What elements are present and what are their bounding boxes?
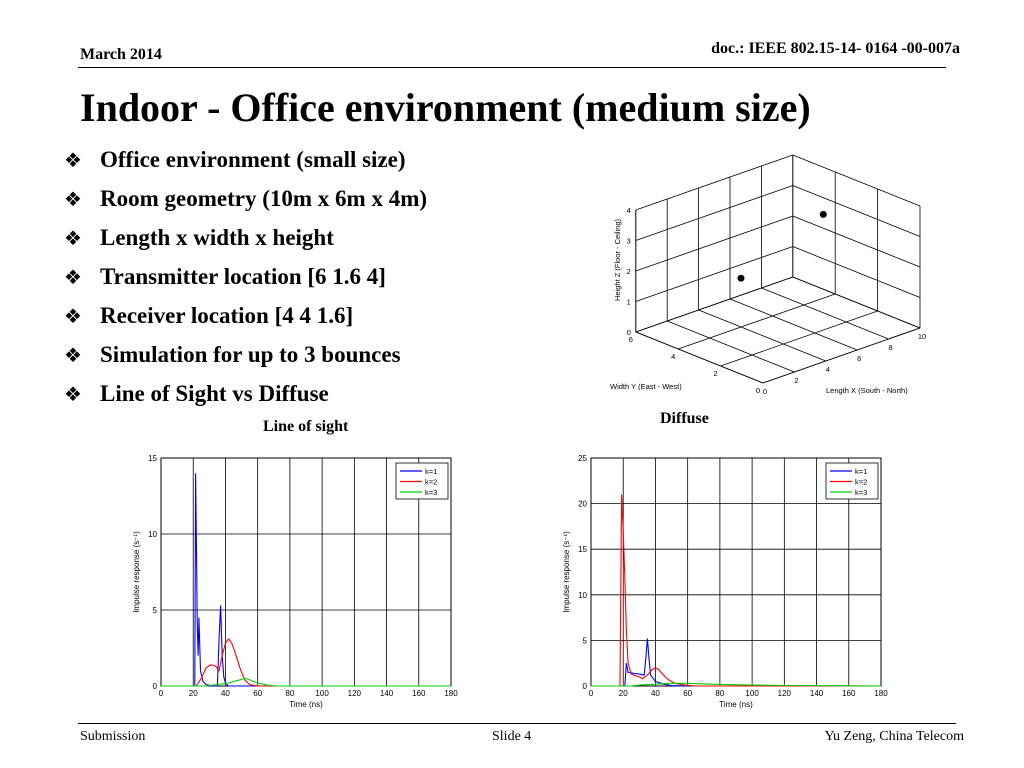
y-tick-label: 10 <box>148 530 157 539</box>
diamond-bullet-icon: ❖ <box>64 303 82 328</box>
side-wall-grid-line <box>793 186 920 237</box>
x-tick-label: 140 <box>379 689 394 698</box>
bullet-text: Length x width x height <box>100 224 334 250</box>
z-axis-label: Height Z (Floor - Ceiling) <box>613 218 622 302</box>
x-tick-label: 8 <box>888 343 893 352</box>
legend-label: k=3 <box>855 488 868 497</box>
diamond-bullet-icon: ❖ <box>64 381 82 406</box>
z-tick-label: 2 <box>626 267 631 276</box>
footer-divider <box>78 723 956 724</box>
y-tick-label: 25 <box>578 454 587 463</box>
x-tick-label: 4 <box>825 365 830 374</box>
bullet-item <box>64 374 427 413</box>
bullet-item <box>64 257 427 296</box>
back-wall-grid-line <box>636 216 793 271</box>
diamond-bullet-icon: ❖ <box>64 225 82 250</box>
x-tick-label: 180 <box>874 689 888 698</box>
y-tick-label: 20 <box>578 499 587 509</box>
location-point <box>820 211 827 218</box>
bullet-item <box>64 218 427 257</box>
diamond-bullet-icon: ❖ <box>64 264 82 289</box>
room-3d-plot <box>600 150 940 400</box>
legend-label: k=3 <box>425 488 438 497</box>
x-tick-label: 0 <box>158 689 164 698</box>
back-wall-grid-line <box>636 186 793 241</box>
x-tick-label: 160 <box>842 689 856 698</box>
y-tick-label: 0 <box>152 682 157 691</box>
location-point <box>738 275 745 282</box>
x-axis-label: Time (ns) <box>289 700 323 709</box>
x-axis-line <box>763 328 920 383</box>
legend-label: k=1 <box>855 467 868 476</box>
x-tick-label: 80 <box>715 689 725 698</box>
y-axis-label: Width Y (East - West) <box>610 382 682 391</box>
legend-label: k=1 <box>425 467 438 476</box>
back-wall-grid-line <box>636 155 793 210</box>
legend-label: k=2 <box>425 477 438 487</box>
side-wall-grid-line <box>793 247 920 298</box>
bullet-text: Transmitter location [6 1.6 4] <box>100 263 386 289</box>
side-wall-grid-line <box>793 155 920 206</box>
bullet-text: Simulation for up to 3 bounces <box>100 341 401 367</box>
x-tick-label: 20 <box>188 689 198 698</box>
y-tick-label: 5 <box>582 636 587 646</box>
x-tick-label: 6 <box>857 354 862 363</box>
bullet-item <box>64 335 427 374</box>
y-tick-label: 2 <box>713 369 718 378</box>
y-tick-label: 5 <box>152 606 157 615</box>
x-tick-label: 60 <box>683 689 693 698</box>
back-wall-grid-line <box>636 277 793 332</box>
x-tick-label: 2 <box>794 376 799 385</box>
footer-author: Yu Zeng, China Telecom <box>824 729 964 744</box>
diamond-bullet-icon: ❖ <box>64 186 82 211</box>
diffuse-impulse-plot <box>555 448 900 713</box>
los-impulse-plot <box>125 448 470 713</box>
back-wall-grid-line <box>636 247 793 302</box>
z-tick-label: 4 <box>626 206 631 215</box>
bullet-item <box>64 296 427 335</box>
z-tick-label: 0 <box>626 328 631 337</box>
x-tick-label: 40 <box>220 689 230 698</box>
los-plot-title: Line of sight <box>263 418 349 435</box>
x-tick-label: 120 <box>347 689 362 698</box>
bullet-text: Room geometry (10m x 6m x 4m) <box>100 185 428 211</box>
bullet-text: Receiver location [4 4 1.6] <box>100 302 354 328</box>
bullet-list <box>64 140 427 413</box>
y-tick-label: 6 <box>628 335 633 344</box>
x-axis-label: Length X (South - North) <box>826 386 908 395</box>
x-tick-label: 100 <box>745 689 759 698</box>
bullet-text: Line of Sight vs Diffuse <box>100 380 329 406</box>
diamond-bullet-icon: ❖ <box>64 342 82 367</box>
header-date: March 2014 <box>80 46 162 63</box>
bullet-text: Office environment (small size) <box>100 146 406 172</box>
diffuse-plot-title: Diffuse <box>660 410 709 427</box>
header-divider <box>78 67 946 68</box>
x-tick-label: 160 <box>412 689 426 698</box>
floor-grid-line <box>721 311 878 366</box>
y-tick-label: 4 <box>671 352 676 361</box>
x-tick-label: 10 <box>917 332 927 341</box>
y-tick-label: 0 <box>582 682 587 691</box>
legend-label: k=2 <box>855 477 868 487</box>
x-tick-label: 60 <box>253 689 263 698</box>
y-tick-label: 15 <box>578 545 587 555</box>
x-tick-label: 20 <box>618 689 628 698</box>
y-tick-label: 0 <box>755 386 761 395</box>
diamond-bullet-icon: ❖ <box>64 147 82 172</box>
footer-submission: Submission <box>80 729 146 744</box>
x-tick-label: 180 <box>444 689 458 698</box>
footer-slide-number: Slide 4 <box>492 729 532 744</box>
x-axis-label: Time (ns) <box>719 700 753 709</box>
bullet-item <box>64 140 427 179</box>
x-tick-label: 140 <box>809 689 824 698</box>
x-tick-label: 0 <box>762 387 768 396</box>
header-doc-id: doc.: IEEE 802.15-14- 0164 -00-007a <box>711 40 960 57</box>
y-tick-label: 10 <box>578 590 587 600</box>
x-tick-label: 100 <box>315 689 329 698</box>
z-tick-label: 3 <box>626 236 631 246</box>
x-tick-label: 80 <box>285 689 295 698</box>
x-tick-label: 120 <box>777 689 792 698</box>
y-tick-label: 15 <box>148 454 157 463</box>
side-wall-grid-line <box>793 216 920 267</box>
floor-grid-line <box>678 294 835 349</box>
y-axis-label: Impulse response (s⁻¹) <box>132 531 141 613</box>
slide-title: Indoor - Office environment (medium size) <box>80 85 811 130</box>
y-axis-label: Impulse response (s⁻¹) <box>562 531 571 613</box>
z-tick-label: 1 <box>626 297 631 307</box>
bullet-item <box>64 179 427 218</box>
x-tick-label: 40 <box>650 689 660 698</box>
x-tick-label: 0 <box>588 689 594 698</box>
